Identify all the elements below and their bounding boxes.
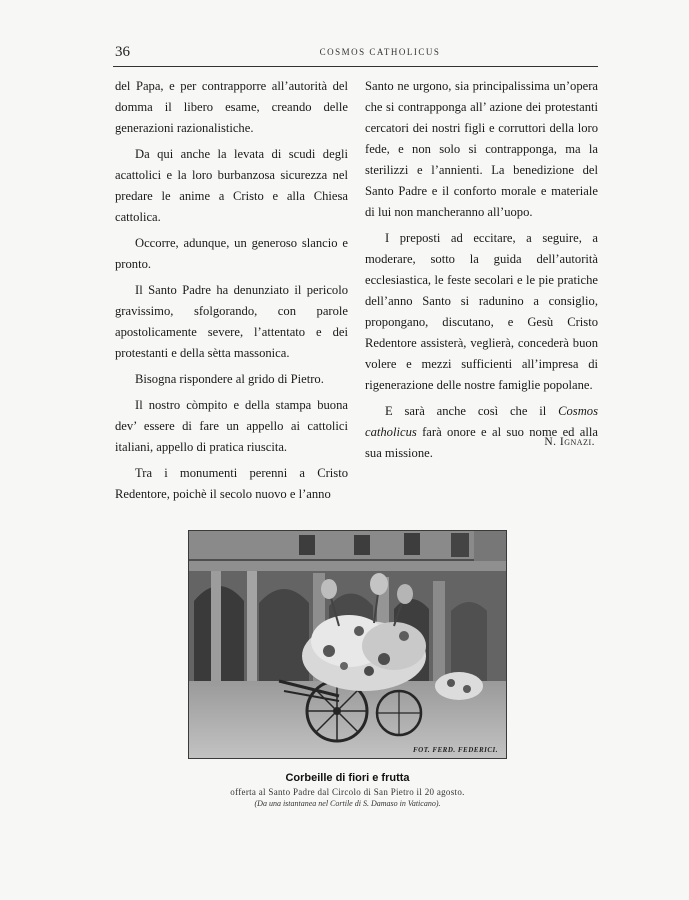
photo-credit: FOT. FERD. FEDERICI. xyxy=(412,746,498,754)
publication-title: Cosmos catholicus xyxy=(365,404,598,439)
paragraph xyxy=(365,401,598,464)
paragraph: I preposti ad eccitare, a seguire, a moderare, sotto la guida dell’autorità ecclesiastica, le feste secolari e le pie pratiche dell’anno Santo si radunino a consiglio, propongano, discutano, e Gesù Cristo Redentore assisterà, veglierà, concederà buon volere e mezzi sufficienti all’impresa di rigenerazione delle nostre famiglie popolane. xyxy=(365,231,598,392)
paragraph: Santo ne urgono, sia principalissima un’opera che si contrapponga all’ azione dei protestanti cercatori dei nostri figli e corruttori della loro fede, e non solo si contrapponga, ma la sterilizzi e l’annienti. La benedizione del Santo Padre e il conforto morale e materiale di lui non mancheranno all’uopo. xyxy=(365,79,598,219)
paragraph: Da qui anche la levata di scudi degli acattolici e la loro burbanzosa sicurezza nel predare le anime a Cristo e alla Chiesa cattolica. xyxy=(115,147,348,224)
paragraph: Il nostro còmpito e della stampa buona dev’ essere di fare un appello ai cattolici italiani, appello di pratica riuscita. xyxy=(115,398,348,454)
right-column xyxy=(365,76,598,469)
header-rule xyxy=(113,66,598,67)
paragraph: del Papa, e per contrapporre all’autorità del domma il libero esame, creando delle generazioni razionalistiche. xyxy=(115,79,348,135)
figure-caption-title: Corbeille di fiori e frutta xyxy=(285,772,410,784)
paragraph: Tra i monumenti perenni a Cristo Redentore, poichè il secolo nuovo e l’anno xyxy=(115,466,348,501)
running-head: COSMOS CATHOLICUS xyxy=(319,47,441,57)
left-column xyxy=(115,76,348,510)
figure-caption-subtitle: offerta al Santo Padre dal Circolo di San Pietro il 20 agosto. xyxy=(230,787,465,797)
paragraph: Il Santo Padre ha denunziato il pericolo gravissimo, sfolgorando, con parole apostolicamente severe, l’attentato e dei protestanti e della sètta massonica. xyxy=(115,283,348,360)
page-number: 36 xyxy=(115,44,130,60)
author-name: Ignazi. xyxy=(559,436,595,448)
figure-caption-note: (Da una istantanea nel Cortile di S. Damaso in Vaticano). xyxy=(254,799,441,808)
author-signature xyxy=(505,436,595,448)
paragraph: Bisogna rispondere al grido di Pietro. xyxy=(135,372,324,386)
text-run: E sarà anche così che il xyxy=(385,404,559,418)
paragraph: Occorre, adunque, un generoso slancio e pronto. xyxy=(115,236,348,271)
author-initial: N. xyxy=(544,436,560,448)
text-run: farà onore e al suo nome ed alla sua missione. xyxy=(365,425,598,460)
courtyard-scene-illustration xyxy=(189,531,506,758)
photograph xyxy=(188,530,507,759)
